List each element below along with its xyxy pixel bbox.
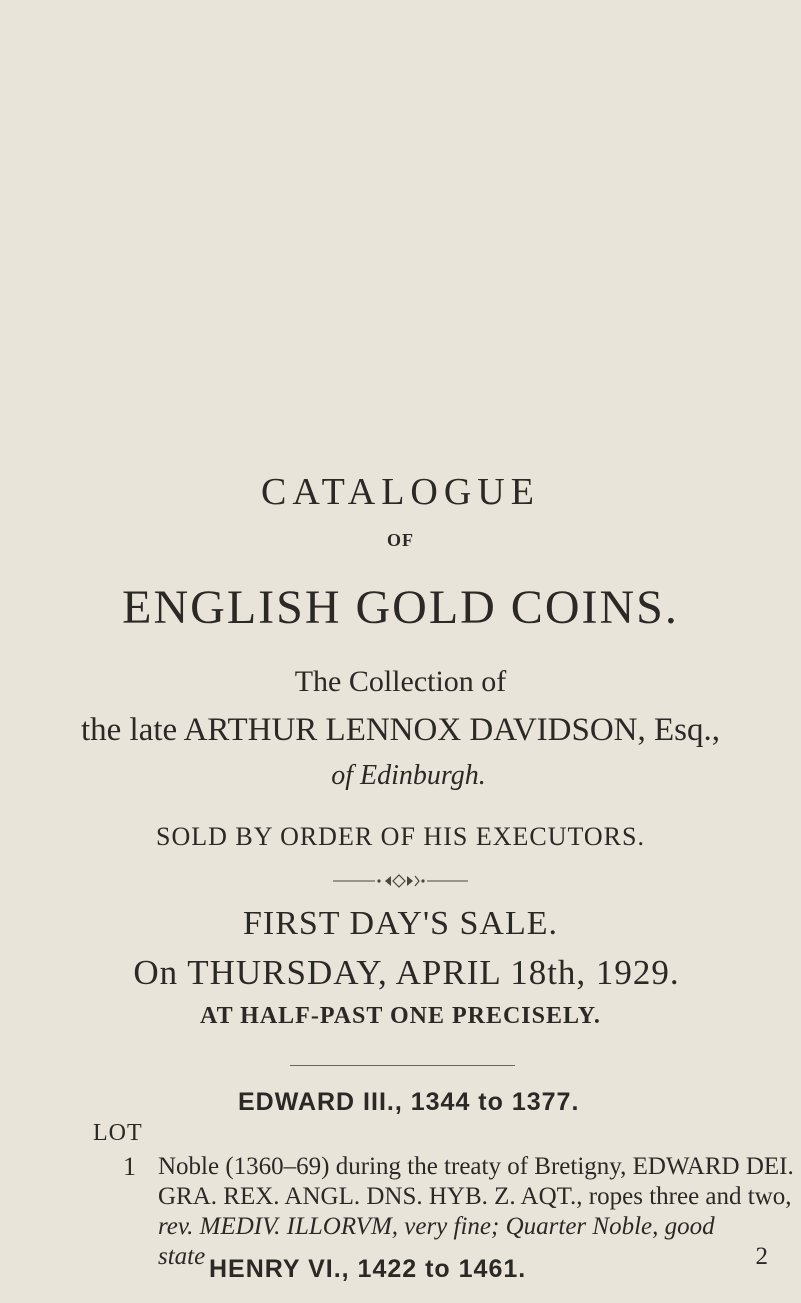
reign-heading-henry: HENRY VI., 1422 to 1461. — [209, 1255, 527, 1283]
lot-description-line: GRA. REX. ANGL. DNS. HYB. Z. AQT., ropes three and two, — [158, 1183, 792, 1210]
lot-description-line: Noble (1360–69) during the treaty of Bretigny, EDWARD DEI. — [158, 1153, 794, 1180]
lot-quantity: 2 — [755, 1243, 768, 1270]
sale-heading: FIRST DAY'S SALE. — [242, 905, 559, 942]
lot-description — [158, 1152, 794, 1272]
sale-date: On THURSDAY, APRIL 18th, 1929. — [133, 953, 680, 992]
sold-by-line: SOLD BY ORDER OF HIS EXECUTORS. — [156, 822, 645, 851]
collection-line: The Collection of — [294, 665, 507, 698]
catalogue-title: ENGLISH GOLD COINS. — [122, 581, 679, 634]
owner-line: the late ARTHUR LENNOX DAVIDSON, Esq., — [80, 712, 721, 748]
catalogue-heading: CATALOGUE — [261, 471, 540, 513]
divider-rule — [290, 1065, 515, 1066]
lot-number: 1 — [123, 1152, 136, 1181]
ornament-divider-icon — [333, 873, 468, 889]
lot-description-line: state — [158, 1243, 206, 1270]
lot-column-heading: LOT — [93, 1120, 143, 1146]
place-line: of Edinburgh. — [331, 760, 486, 791]
of-label: OF — [387, 530, 414, 550]
sale-time: AT HALF-PAST ONE PRECISELY. — [200, 1003, 601, 1029]
reign-heading-edward: EDWARD III., 1344 to 1377. — [238, 1088, 580, 1116]
lot-description-line: rev. MEDIV. ILLORVM, very fine; Quarter Noble, good — [158, 1213, 715, 1240]
